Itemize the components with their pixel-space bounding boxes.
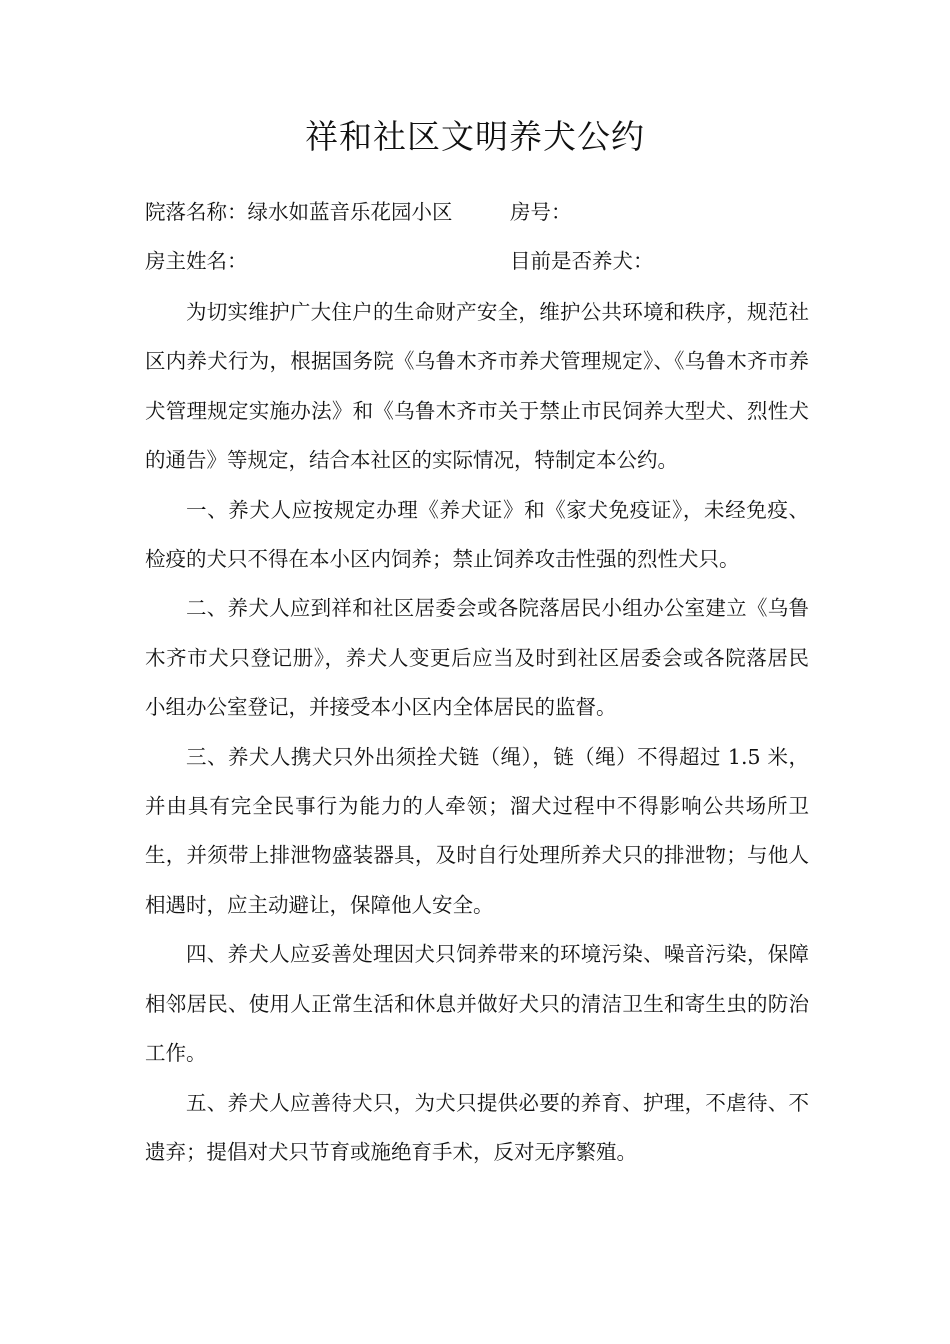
document-title: 祥和社区文明养犬公约 — [305, 117, 645, 156]
room-number-label: 房号： — [510, 200, 572, 224]
paragraph-clause-4: 四、养犬人应妥善处理因犬只饲养带来的环境污染、噪音污染，保障相邻居民、使用人正常生活和休息并做好犬只的清洁卫生和寄生虫的防治工作。 — [145, 942, 809, 1066]
yard-name-label: 院落名称：绿水如蓝音乐花园小区 — [145, 200, 453, 224]
paragraph-preamble: 为切实维护广大住户的生命财产安全，维护公共环境和秩序，规范社区内养犬行为，根据国务院《乌鲁木齐市养犬管理规定》、《乌鲁木齐市养犬管理规定实施办法》和《乌鲁木齐市关于禁止市民饲养大型犬、烈性犬的通告》等规定，结合本社区的实际情况，特制定本公约。 — [145, 300, 809, 473]
has-dog-label: 目前是否养犬： — [510, 249, 654, 273]
paragraph-clause-2: 二、养犬人应到祥和社区居委会或各院落居民小组办公室建立《乌鲁木齐市犬只登记册》，养犬人变更后应当及时到社区居委会或各院落居民小组办公室登记，并接受本小区内全体居民的监督。 — [145, 596, 809, 720]
paragraph-clause-1: 一、养犬人应按规定办理《养犬证》和《家犬免疫证》，未经免疫、检疫的犬只不得在本小区内饲养；禁止饲养攻击性强的烈性犬只。 — [145, 497, 809, 572]
info-line-yard — [145, 197, 810, 227]
paragraph-clause-5: 五、养犬人应善待犬只，为犬只提供必要的养育、护理，不虐待、不遗弃；提倡对犬只节育或施绝育手术，反对无序繁殖。 — [145, 1090, 809, 1164]
owner-name-label: 房主姓名： — [145, 249, 248, 273]
info-line-owner — [145, 246, 810, 276]
paragraph-clause-3: 三、养犬人携犬只外出须拴犬链（绳），链（绳）不得超过 1.5 米，并由具有完全民事行为能力的人牵领；溜犬过程中不得影响公共场所卫生，并须带上排泄物盛装器具，及时自行处理所养犬只的排泄物；与他人相遇时，应主动避让，保障他人安全。 — [145, 744, 809, 917]
document-body — [145, 288, 809, 1177]
